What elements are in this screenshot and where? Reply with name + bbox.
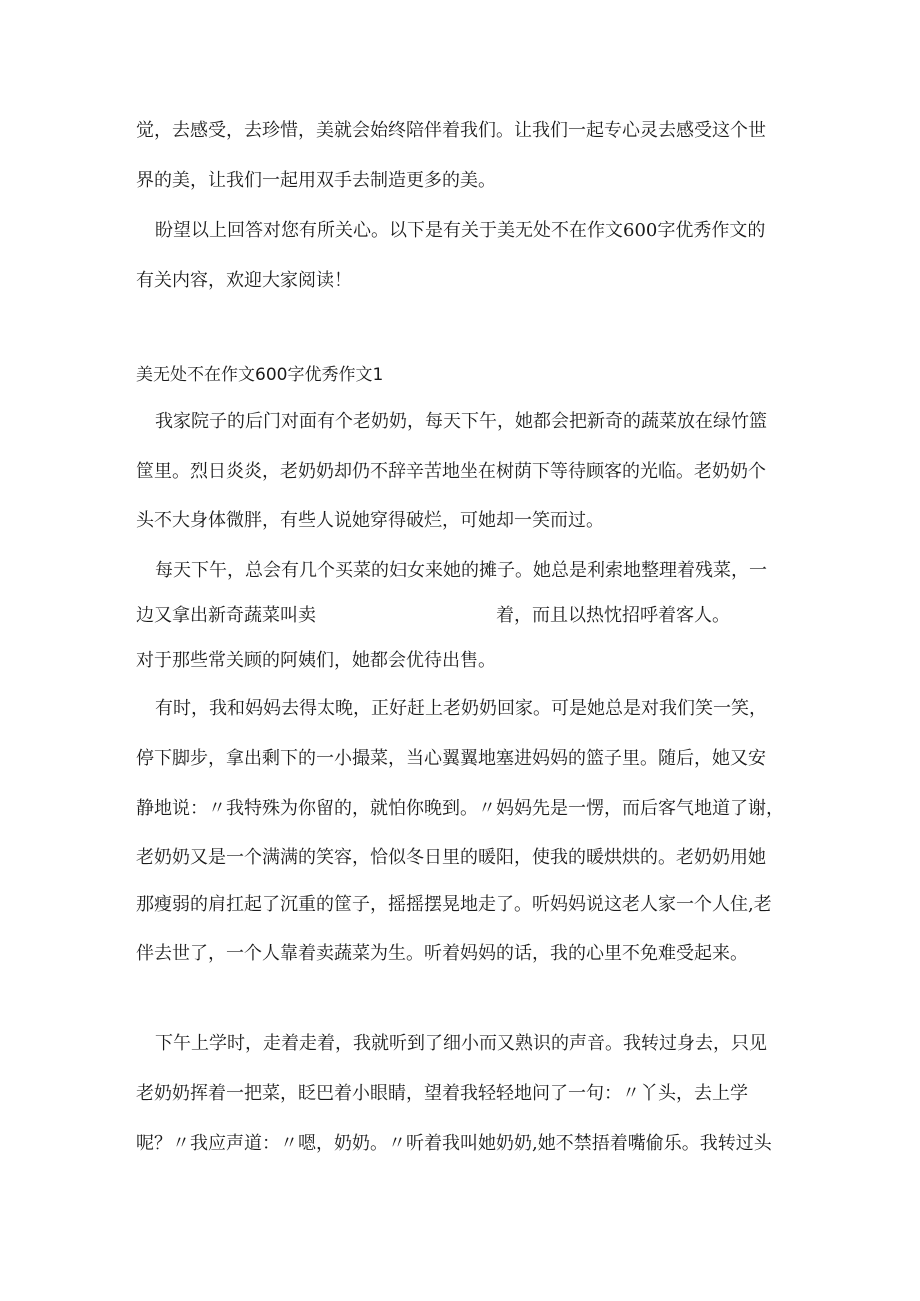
line-text: 每天下午，总会有几个买菜的妇女来她的摊子。她总是利索地整理着残菜，一 [155,560,767,581]
text-line [0,1129,920,1159]
line-text: 老奶奶又是一个满满的笑容，恰似冬日里的暖阳，使我的暖烘烘的。老奶奶用她 [136,847,766,868]
text-line [0,116,920,146]
line-text: 我家院子的后门对面有个老奶奶，每天下午，她都会把新奇的蔬菜放在绿竹篮 [155,411,767,432]
line-text: 边又拿出新奇蔬菜叫卖 [136,605,316,626]
line-text: 盼望以上回答对您有所关心。以下是有关于美无处不在作文600字优秀作文的 [155,220,766,241]
line-text: 老奶奶挥着一把菜，眨巴着小眼睛，望着我轻轻地问了一句：〃丫头，去上学 [136,1083,748,1104]
line-text: 对于那些常关顾的阿姨们，她都会优待出售。 [136,650,496,671]
line-text: 伴去世了，一个人靠着卖蔬菜为生。听着妈妈的话，我的心里不免难受起来。 [136,943,748,964]
text-line [0,646,920,676]
text-line [0,266,920,296]
line-text: 界的美，让我们一起用双手去制造更多的美。 [136,170,496,191]
line-text: 呢？〃我应声道：〃嗯，奶奶。〃听着我叫她奶奶,她不禁捂着嘴偷乐。我转过头 [136,1133,772,1154]
heading-text: 美无处不在作文600字优秀作文1 [136,365,384,385]
text-line [0,457,920,487]
line-text: 静地说：〃我特殊为你留的，就怕你晚到。〃妈妈先是一愣，而后客气地道了谢， [136,798,784,819]
text-line [0,506,920,536]
line-text: 下午上学时，走着走着，我就听到了细小而又熟识的声音。我转过身去，只见 [155,1033,767,1054]
text-line [0,1079,920,1109]
text-line [0,794,920,824]
line-text: 有时，我和妈妈去得太晚，正好赶上老奶奶回家。可是她总是对我们笑一笑， [155,698,767,719]
text-line [0,843,920,873]
text-line [0,744,920,774]
text-line [0,694,920,724]
line-text: 觉，去感受，去珍惜，美就会始终陪伴着我们。让我们一起专心灵去感受这个世 [136,120,766,141]
text-line [0,939,920,969]
text-line [0,556,920,586]
text-line [0,216,920,246]
section-heading [0,360,920,390]
text-line [0,407,920,437]
line-text: 筐里。烈日炎炎，老奶奶却仍不辞辛苦地坐在树荫下等待顾客的光临。老奶奶个 [136,461,766,482]
text-line [0,890,920,920]
text-line [0,601,920,631]
line-text: 那瘦弱的肩扛起了沉重的筐子，摇摇摆晃地走了。听妈妈说这老人家一个人住,老 [136,894,772,915]
line-text: 有关内容，欢迎大家阅读！ [136,270,352,291]
text-line [0,166,920,196]
line-text: 着，而且以热忱招呼着客人。 [496,605,730,626]
text-line [0,1029,920,1059]
line-text: 头不大身体微胖，有些人说她穿得破烂，可她却一笑而过。 [136,510,604,531]
line-text: 停下脚步，拿出剩下的一小撮菜，当心翼翼地塞进妈妈的篮子里。随后，她又安 [136,748,766,769]
